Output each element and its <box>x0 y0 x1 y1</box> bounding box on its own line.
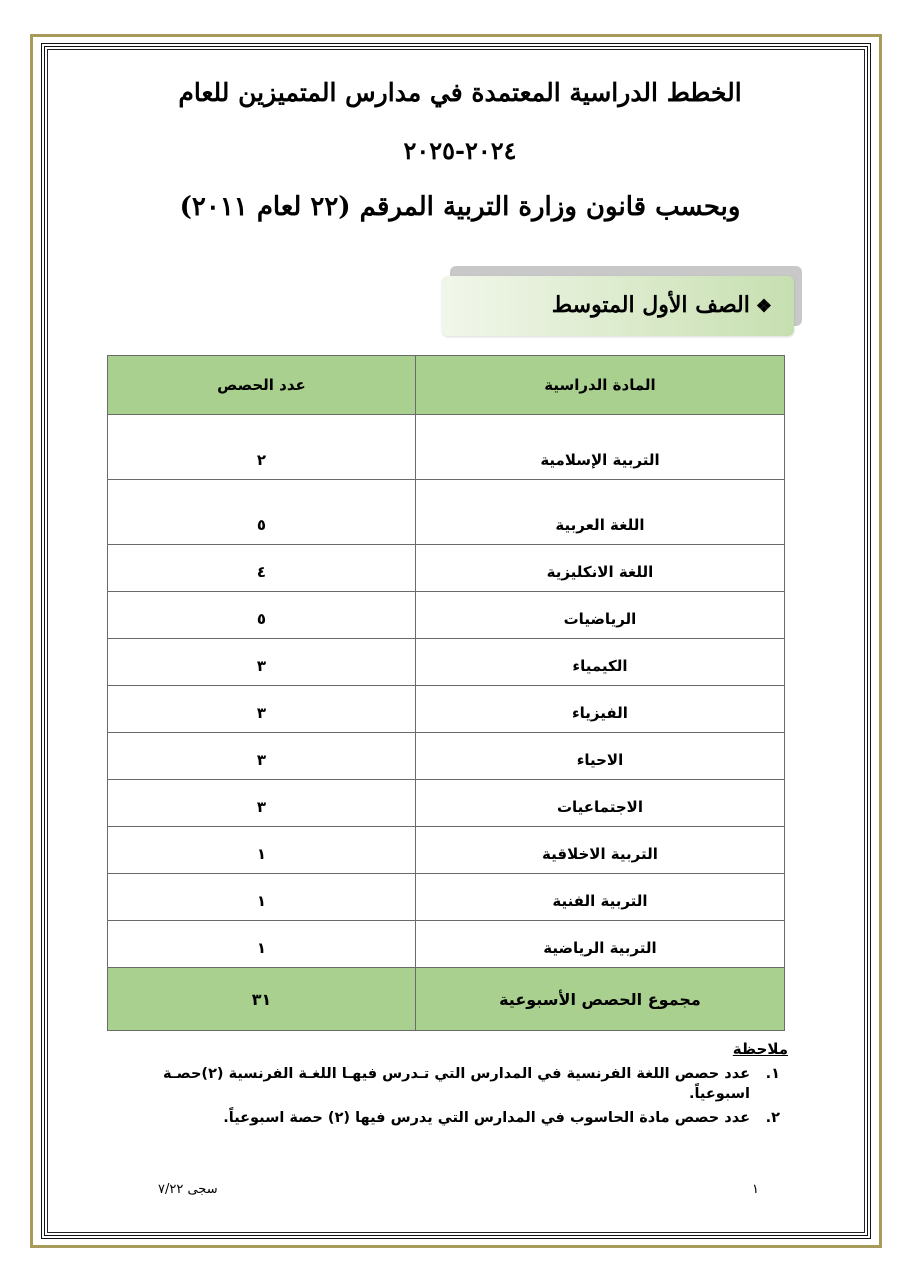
periods-cell: ٣ <box>108 686 416 733</box>
subject-cell: التربية الفنية <box>415 874 784 921</box>
periods-cell: ١ <box>108 921 416 968</box>
title-line-years: ٢٠٢٤-٢٠٢٥ <box>403 136 517 165</box>
table-row <box>108 545 785 592</box>
note-item <box>128 1064 788 1104</box>
periods-cell: ٣ <box>108 733 416 780</box>
title-line-1: الخطط الدراسية المعتمدة في مدارس المتميزين للعام <box>178 78 742 107</box>
section-title <box>552 292 772 318</box>
subject-cell: الاجتماعيات <box>415 780 784 827</box>
subject-cell: اللغة الانكليزية <box>415 545 784 592</box>
table-row <box>108 733 785 780</box>
table-row <box>108 921 785 968</box>
table-row <box>108 415 785 480</box>
section-label: الصف الأول المتوسط <box>551 292 750 318</box>
notes-list <box>128 1064 788 1132</box>
note-number: ٢. <box>765 1110 780 1126</box>
table-row <box>108 686 785 733</box>
diamond-bullet-icon: ❖ <box>755 296 772 317</box>
note-item <box>128 1108 788 1128</box>
periods-cell: ٥ <box>108 592 416 639</box>
total-label: مجموع الحصص الأسبوعية <box>415 968 784 1031</box>
study-plan-table <box>107 355 785 1031</box>
table-row <box>108 639 785 686</box>
subject-cell: التربية الإسلامية <box>415 415 784 480</box>
periods-cell: ٣ <box>108 780 416 827</box>
table-row <box>108 827 785 874</box>
header-periods: عدد الحصص <box>108 356 416 415</box>
table-row <box>108 480 785 545</box>
table-row <box>108 874 785 921</box>
total-value: ٣١ <box>108 968 416 1031</box>
subject-cell: التربية الرياضية <box>415 921 784 968</box>
periods-cell: ٣ <box>108 639 416 686</box>
periods-cell: ١ <box>108 827 416 874</box>
subject-cell: الاحياء <box>415 733 784 780</box>
subject-cell: الكيمياء <box>415 639 784 686</box>
periods-cell: ١ <box>108 874 416 921</box>
table-row <box>108 780 785 827</box>
periods-cell: ٥ <box>108 480 416 545</box>
periods-cell: ٢ <box>108 415 416 480</box>
title-line-law: وبحسب قانون وزارة التربية المرقم (٢٢ لعام ٢٠١١) <box>179 192 741 222</box>
note-text: عدد حصص اللغة الفرنسية في المدارس التي تـدرس فيهـا اللغـة الفرنسية (٢)حصـة اسبوعياً. <box>162 1066 750 1102</box>
header-subject: المادة الدراسية <box>415 356 784 415</box>
subject-cell: الرياضيات <box>415 592 784 639</box>
table-row <box>108 592 785 639</box>
note-number: ١. <box>765 1066 780 1082</box>
subject-cell: التربية الاخلاقية <box>415 827 784 874</box>
subject-cell: اللغة العربية <box>415 480 784 545</box>
section-banner <box>442 276 794 336</box>
footer-code: سجى ٧/٢٢ <box>158 1182 218 1197</box>
table-total-row <box>108 968 785 1031</box>
page-number: ١ <box>752 1182 759 1197</box>
note-text: عدد حصص مادة الحاسوب في المدارس التي يدرس فيها (٢) حصة اسبوعياً. <box>223 1110 750 1126</box>
notes-heading: ملاحظة <box>732 1040 788 1058</box>
subject-cell: الفيزياء <box>415 686 784 733</box>
periods-cell: ٤ <box>108 545 416 592</box>
table-header-row <box>108 356 785 415</box>
